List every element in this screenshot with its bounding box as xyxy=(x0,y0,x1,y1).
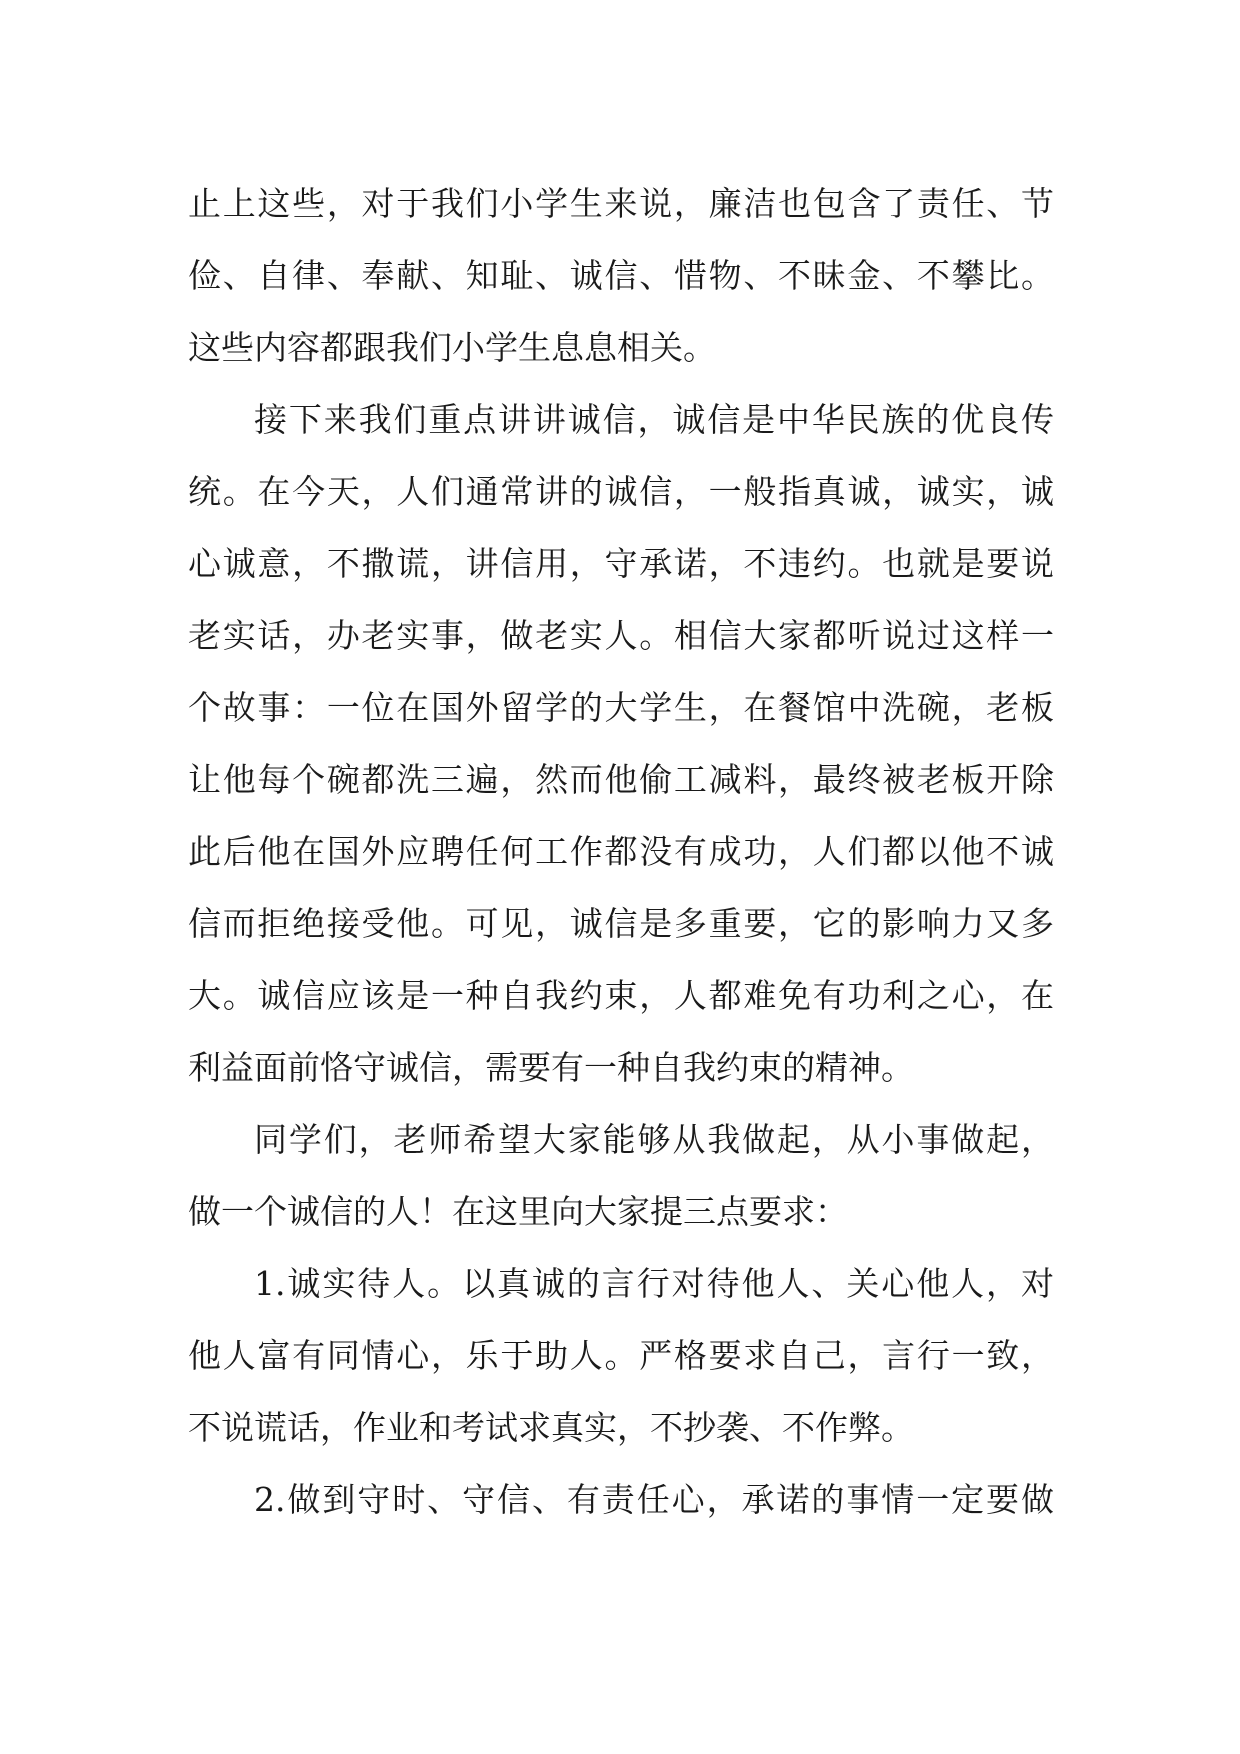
text-line: 俭、自律、奉献、知耻、诚信、惜物、不昧金、不攀比。 xyxy=(188,256,1054,295)
text-line: 个故事：一位在国外留学的大学生，在餐馆中洗碗，老板 xyxy=(188,688,1054,727)
text-line: 他人富有同情心，乐于助人。严格要求自己，言行一致， xyxy=(188,1336,1054,1375)
document-body xyxy=(188,168,1054,1536)
text-line: 此后他在国外应聘任何工作都没有成功，人们都以他不诚 xyxy=(188,832,1054,871)
text-line: 利益面前恪守诚信，需要有一种自我约束的精神。 xyxy=(188,1048,914,1087)
text-line: 不说谎话，作业和考试求真实，不抄袭、不作弊。 xyxy=(188,1408,914,1447)
text-line: 1.诚实待人。以真诚的言行对待他人、关心他人，对 xyxy=(254,1264,1054,1303)
text-line: 让他每个碗都洗三遍，然而他偷工减料，最终被老板开除 xyxy=(188,760,1054,799)
text-line: 同学们，老师希望大家能够从我做起，从小事做起， xyxy=(254,1120,1054,1159)
text-line: 统。在今天，人们通常讲的诚信，一般指真诚，诚实，诚 xyxy=(188,472,1054,511)
text-line: 信而拒绝接受他。可见，诚信是多重要，它的影响力又多 xyxy=(188,904,1054,943)
text-line: 止上这些，对于我们小学生来说，廉洁也包含了责任、节 xyxy=(188,184,1054,223)
text-line: 做一个诚信的人！在这里向大家提三点要求： xyxy=(188,1192,848,1231)
text-line: 老实话，办老实事，做老实人。相信大家都听说过这样一 xyxy=(188,616,1054,655)
text-line: 心诚意，不撒谎，讲信用，守承诺，不违约。也就是要说 xyxy=(188,544,1054,583)
text-line: 大。诚信应该是一种自我约束，人都难免有功利之心，在 xyxy=(188,976,1054,1015)
text-line: 2.做到守时、守信、有责任心，承诺的事情一定要做 xyxy=(254,1480,1054,1519)
text-line: 接下来我们重点讲讲诚信，诚信是中华民族的优良传 xyxy=(254,400,1054,439)
text-line: 这些内容都跟我们小学生息息相关。 xyxy=(188,328,716,367)
